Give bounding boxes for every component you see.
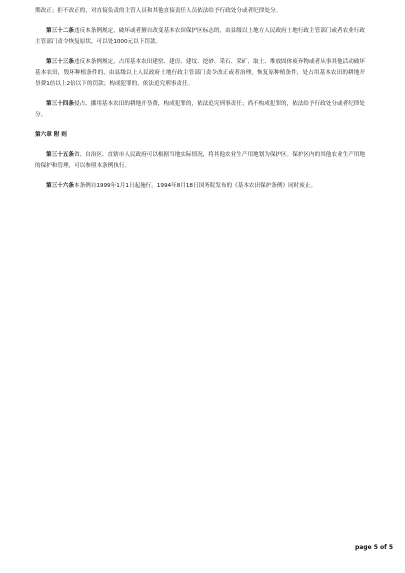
article-number: 第三十二条	[46, 28, 74, 34]
article-text: 违反本条例规定，占用基本农田建窑、建房、建坟、挖砂、采石、采矿、取土、堆放固体废弃物或者从事其他活动破坏基本农田，毁坏种植条件的，由县级以上人民政府土地行政主管部门责令改正或者治理，恢复原种植条件，处占用基本农田的耕地开垦费1倍以上2倍以下的罚款；构成犯罪的，依法追究刑事责任。	[35, 59, 365, 87]
article-35	[35, 150, 365, 172]
article-number: 第三十三条	[46, 59, 74, 65]
article-text: 本条例自1999年1月1日起施行。1994年8月18日国务院发布的《基本农田保护条例》同时废止。	[73, 183, 317, 189]
article-32	[35, 26, 365, 48]
chapter-heading: 第六章 附 则	[35, 132, 67, 138]
article-number: 第三十六条	[46, 183, 74, 189]
document-body	[35, 6, 365, 192]
page-number: page 5 of 5	[354, 544, 393, 551]
article-36	[35, 181, 365, 192]
continuation-paragraph: 期改正；拒不改正的，对直接负责的主管人员和其他直接责任人员依法给予行政处分或者纪律处分。	[35, 8, 282, 14]
article-34	[35, 99, 365, 121]
article-text: 省、自治区、直辖市人民政府可以根据当地实际情况，将其他农业生产用地划为保护区。保护区内的其他农业生产用地的保护和管理，可以参照本条例执行。	[35, 152, 365, 169]
article-33	[35, 57, 365, 90]
article-text: 违反本条例规定，破坏或者擅自改变基本农田保护区标志的，由县级以上地方人民政府土地行政主管部门或者农业行政主管部门责令恢复原状，可以处1000元以下罚款。	[35, 28, 365, 45]
article-text: 侵占、挪用基本农田的耕地开垦费，构成犯罪的，依法追究刑事责任；尚不构成犯罪的，依法给予行政处分或者纪律处分。	[35, 101, 365, 118]
article-number: 第三十五条	[46, 152, 74, 158]
article-number: 第三十四条	[46, 101, 74, 107]
